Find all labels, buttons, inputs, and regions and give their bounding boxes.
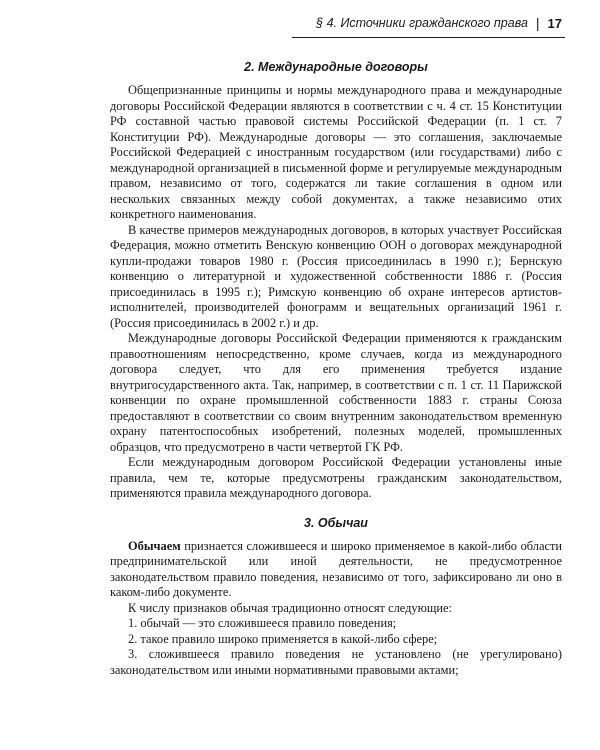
page-body xyxy=(110,54,562,678)
section-3-paragraph-2: К числу признаков обычая традиционно относят следующие: xyxy=(128,600,452,615)
list-item-2: 2. такое правило широко применяется в какой-либо сфере; xyxy=(128,631,438,646)
list-item-3: 3. сложившееся правило поведения не установлено (не урегулировано) законодательством или иными нормативными правовыми актами; xyxy=(110,647,562,677)
section-2-paragraph-2: В качестве примеров международных договоров, в которых участвует Российская Федерация, можно отметить Венскую конвенцию ООН о договорах международной купли-продажи товаров 1980 г. (Россия присоединилась в 1990 г.); Бернскую конвенцию о литературной и художественной собственности 1886 г. (Россия присоединилась в 1995 г.); Римскую конвенцию об охране интересов артистов-исполнителей, производителей фонограмм и вещательных организаций 1961 г. (Россия присоединилась в 2002 г.) и др. xyxy=(110,222,562,330)
section-2-paragraph-4: Если международным договором Российской Федерации установлены иные правила, чем те, которые предусмотрены гражданским законодательством, применяются правила международного договора. xyxy=(110,455,562,500)
list-item-1: 1. обычай — это сложившееся правило поведения; xyxy=(128,616,397,630)
section-3-paragraph-1-text: признается сложившееся и широко применяемое в какой-либо области предпринимательской или иной деятельности, не предусмотренное законодательством правило поведения, независимо от того, зафиксировано ли оно в каком-либо документе. xyxy=(110,538,562,599)
header-rule xyxy=(292,37,565,38)
page-number: 17 xyxy=(547,15,562,31)
section-2-paragraph-1: Общепризнанные принципы и нормы международного права и международные договоры Российской Федерации являются в соответствии с ч. 4 ст. 15 Конституции РФ составной частью правовой системы Российской Федерации (п. 1 ст. 7 Конституции РФ). Международные договоры — это соглашения, заключаемые Российской Федерацией с иностранным государством (или государствами) либо с международной организацией в письменной форме и регулируемые международным правом, независимо от того, содержатся ли такие соглашения в одном или нескольких связанных между собой документах, а также независимо отих конкретного наименования. xyxy=(110,83,562,221)
term-custom: Обычаем xyxy=(128,538,181,553)
header-separator: | xyxy=(535,15,540,31)
section-3-paragraph-1 xyxy=(110,539,562,601)
running-header xyxy=(292,14,562,32)
section-2-paragraph-3: Международные договоры Российской Федерации применяются к гражданским правоотношениям непосредственно, кроме случаев, когда из международного договора следует, что для его применения требуется издание внутригосударственного акта. Так, например, в соответствии с п. 1 ст. 11 Парижской конвенции по охране промышленной собственности 1883 г. страны Союза предоставляют в соответствии со своим внутренним законодательством временную охрану патентоспособных изобретений, полезных моделей, промышленных образцов, что предусмотрено в части четвертой ГК РФ. xyxy=(110,331,562,454)
section-2-heading: 2. Международные договоры xyxy=(244,60,428,74)
running-header-section: § 4. Источники гражданского права xyxy=(316,16,528,30)
section-3-heading: 3. Обычаи xyxy=(304,515,368,530)
